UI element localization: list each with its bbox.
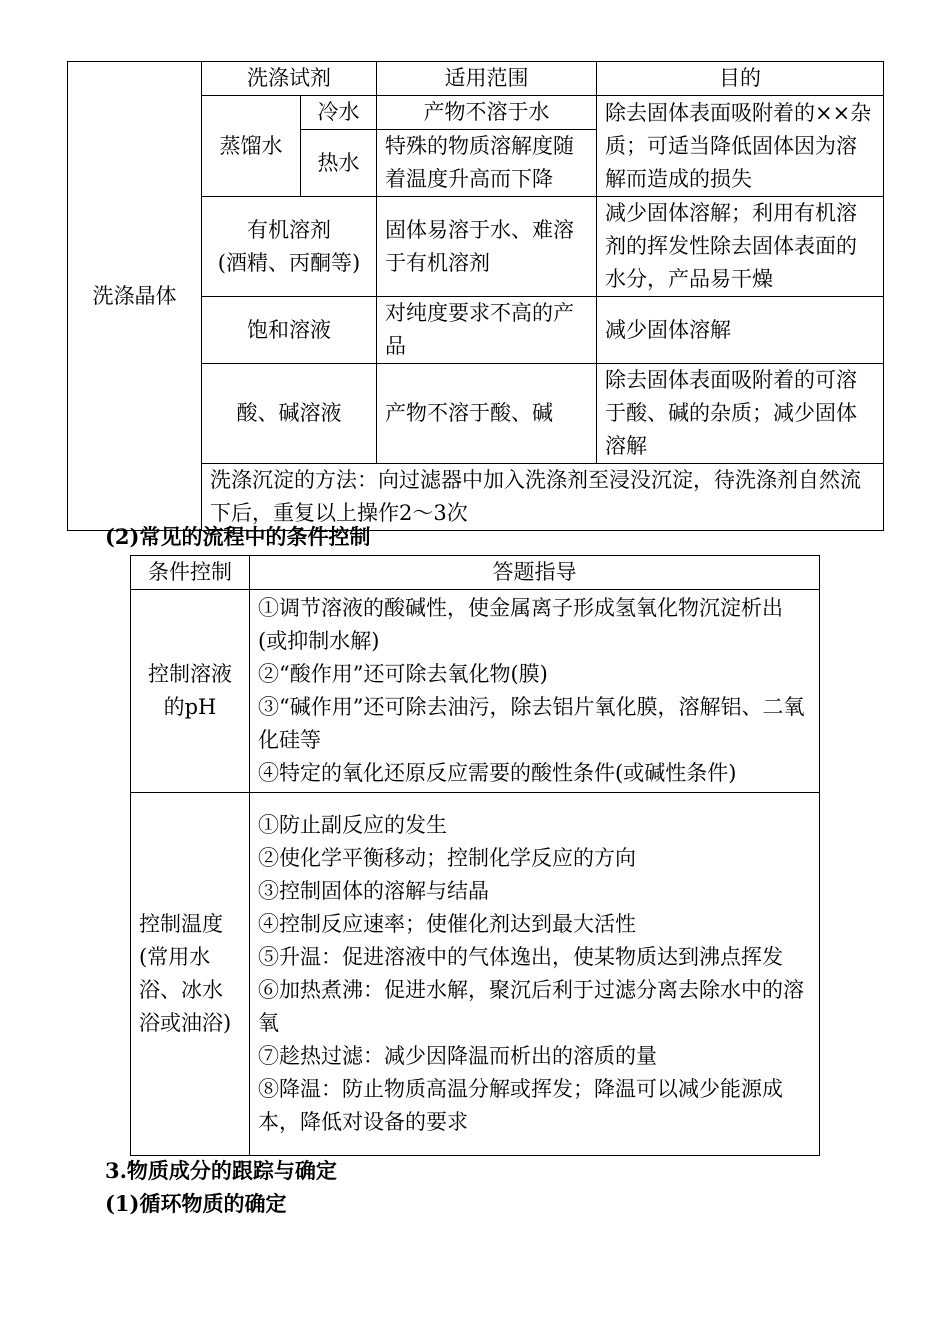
organic-solvent-name: 有机溶剂 — [247, 217, 331, 242]
section-2-title: (2)常见的流程中的条件控制 — [105, 524, 371, 549]
temp-item-3: ③控制固体的溶解与结晶 — [258, 879, 489, 903]
header-reagent: 洗涤试剂 — [202, 62, 377, 96]
header-purpose: 目的 — [597, 62, 884, 96]
distilled-water-purpose: 除去固体表面吸附着的××杂质；可适当降低固体因为溶解而造成的损失 — [597, 96, 884, 197]
header-guide: 答题指导 — [250, 556, 820, 590]
temperature-items — [250, 793, 820, 1156]
distilled-water-label: 蒸馏水 — [202, 96, 301, 197]
condition-table — [130, 555, 820, 1156]
temp-item-4: ④控制反应速率；使催化剂达到最大活性 — [258, 912, 636, 936]
section-3-1-title: (1)循环物质的确定 — [105, 1191, 287, 1216]
hot-water-label: 热水 — [301, 130, 377, 197]
ph-items — [250, 590, 820, 793]
ph-label: 控制溶液的pH — [131, 590, 250, 793]
ph-item-2: ②“酸作用”还可除去氧化物(膜) — [258, 662, 548, 686]
saturated-solution-scope: 对纯度要求不高的产品 — [377, 297, 597, 364]
temp-item-7: ⑦趁热过滤：减少因降温而析出的溶质的量 — [258, 1044, 657, 1068]
wash-row-header: 洗涤晶体 — [68, 62, 202, 531]
temp-item-2: ②使化学平衡移动；控制化学反应的方向 — [258, 846, 636, 870]
acid-base-scope: 产物不溶于酸、碱 — [377, 364, 597, 464]
ph-item-3: ③“碱作用”还可除去油污，除去铝片氧化膜，溶解铝、二氧化硅等 — [258, 695, 805, 752]
organic-solvent-scope: 固体易溶于水、难溶于有机溶剂 — [377, 197, 597, 297]
cold-water-scope: 产物不溶于水 — [377, 96, 597, 130]
temp-item-1: ①防止副反应的发生 — [258, 813, 447, 837]
temp-item-5: ⑤升温：促进溶液中的气体逸出，使某物质达到沸点挥发 — [258, 945, 783, 969]
organic-solvent-examples: (酒精、丙酮等) — [217, 250, 361, 275]
ph-item-4: ④特定的氧化还原反应需要的酸性条件(或碱性条件) — [258, 761, 737, 785]
header-scope: 适用范围 — [377, 62, 597, 96]
acid-base-purpose: 除去固体表面吸附着的可溶于酸、碱的杂质；减少固体溶解 — [597, 364, 884, 464]
wash-table — [67, 61, 884, 531]
saturated-solution-label: 饱和溶液 — [202, 297, 377, 364]
header-condition: 条件控制 — [131, 556, 250, 590]
temperature-label: 控制温度(常用水浴、冰水浴或油浴) — [131, 793, 250, 1156]
section-3-title: 3.物质成分的跟踪与确定 — [105, 1158, 337, 1183]
organic-solvent-purpose: 减少固体溶解；利用有机溶剂的挥发性除去固体表面的水分，产品易干燥 — [597, 197, 884, 297]
temp-item-8: ⑧降温：防止物质高温分解或挥发；降温可以减少能源成本，降低对设备的要求 — [258, 1077, 783, 1134]
organic-solvent-label — [202, 197, 377, 297]
wash-method: 洗涤沉淀的方法：向过滤器中加入洗涤剂至浸没沉淀，待洗涤剂自然流下后，重复以上操作2～3次 — [202, 464, 884, 531]
ph-item-1: ①调节溶液的酸碱性，使金属离子形成氢氧化物沉淀析出(或抑制水解) — [258, 596, 783, 653]
hot-water-scope: 特殊的物质溶解度随着温度升高而下降 — [377, 130, 597, 197]
acid-base-label: 酸、碱溶液 — [202, 364, 377, 464]
temp-item-6: ⑥加热煮沸：促进水解，聚沉后利于过滤分离去除水中的溶氧 — [258, 978, 804, 1035]
cold-water-label: 冷水 — [301, 96, 377, 130]
saturated-solution-purpose: 减少固体溶解 — [597, 297, 884, 364]
